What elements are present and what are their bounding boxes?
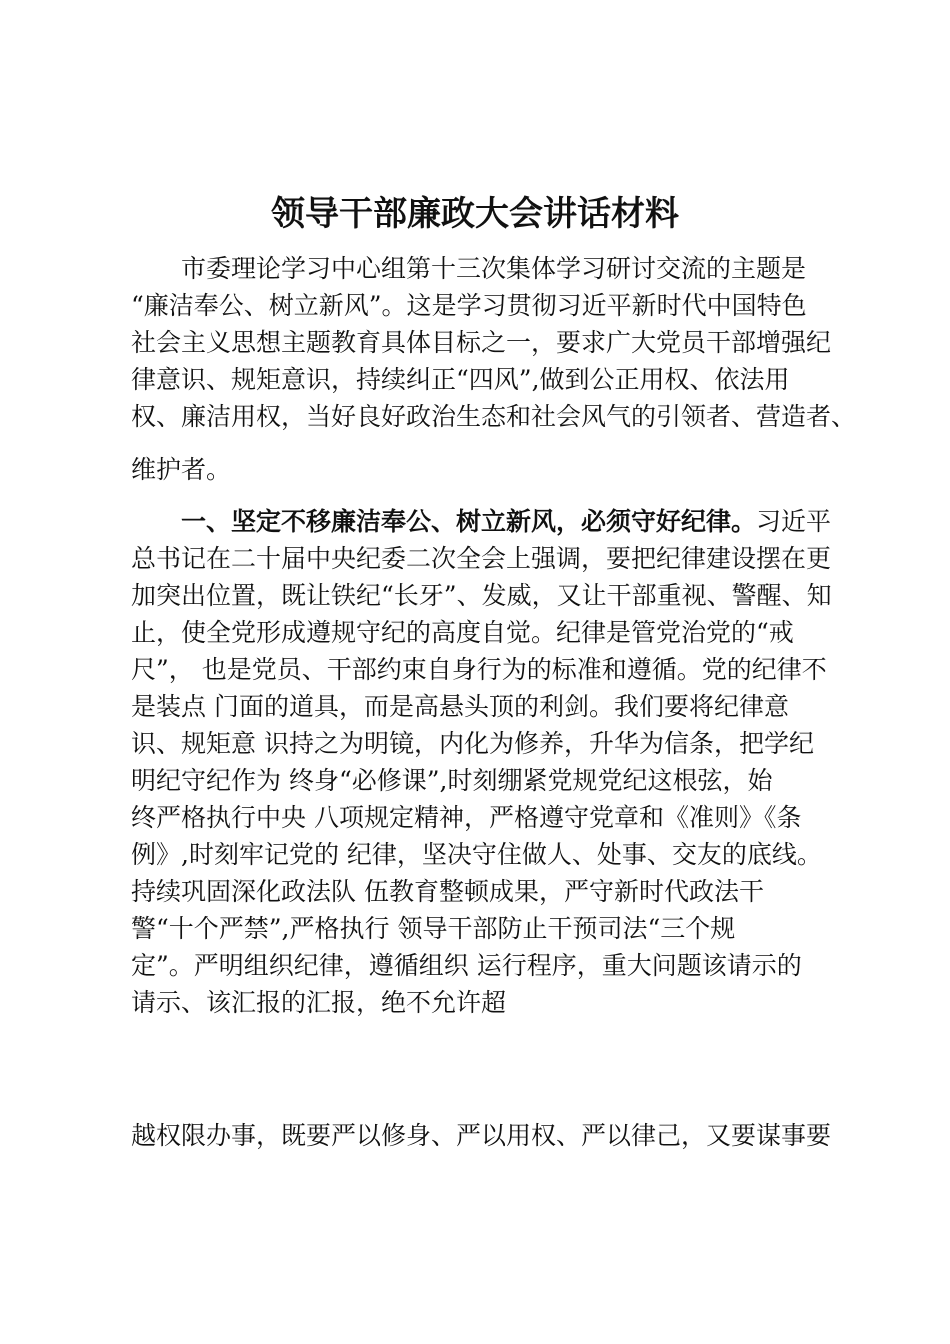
paragraph-line: 明纪守纪作为 终身“必修课”,时刻绷紧党规党纪这根弦，始 [131,766,773,795]
section-heading-line [181,504,831,540]
section-lead-text: 习近平 [756,507,832,536]
paragraph-line: 终严格执行中央 八项规定精神，严格遵守党章和《准则》《条 [131,803,802,832]
paragraph-line: 社会主义思想主题教育具体目标之一，要求广大党员干部增强纪 [131,328,832,357]
section-heading: 一、坚定不移廉洁奉公、树立新风，必须守好纪律。 [181,507,757,536]
paragraph-line: 权、廉洁用权，当好良好政治生态和社会风气的引领者、营造者、 [131,402,857,431]
paragraph-line: 越权限办事，既要严以修身、严以用权、严以律己，又要谋事要 [131,1121,832,1150]
paragraph-line: “廉洁奉公、树立新风”。这是学习贯彻习近平新时代中国特色 [131,291,807,320]
paragraph-line: 是装点 门面的道具，而是高悬头顶的利剑。我们要将纪律意 [131,692,789,721]
paragraph-line: 定”。严明组织纪律，遵循组织 运行程序，重大问题该请示的 [131,951,802,980]
paragraph-line: 例》,时刻牢记党的 纪律，坚决守住做人、处事、交友的底线。 [131,840,822,869]
paragraph-line: 加突出位置，既让铁纪“长牙”、发威，又让干部重视、警醒、知 [131,581,832,610]
paragraph-line: 请示、该汇报的汇报，绝不允许超 [131,988,507,1017]
paragraph-line: 持续巩固深化政法队 伍教育整顿成果，严守新时代政法干 [131,877,764,906]
paragraph-line: 维护者。 [131,455,232,484]
paragraph-line: 市委理论学习中心组第十三次集体学习研讨交流的主题是 [181,254,807,283]
paragraph-line: 识、规矩意 识持之为明镜，内化为修养，升华为信条，把学纪 [131,729,814,758]
paragraph-line: 警“十个严禁”,严格执行 领导干部防止干预司法“三个规 [131,914,736,943]
paragraph-line: 止，使全党形成遵规守纪的高度自觉。纪律是管党治党的“戒 [131,618,794,647]
paragraph-line: 律意识、规矩意识，持续纠正“四风”,做到公正用权、依法用 [131,365,790,394]
paragraph-line: 总书记在二十届中央纪委二次全会上强调，要把纪律建设摆在更 [131,544,832,573]
document-title: 领导干部廉政大会讲话材料 [271,194,679,234]
paragraph-line: 尺”， 也是党员、干部约束自身行为的标准和遵循。党的纪律不 [131,655,827,684]
